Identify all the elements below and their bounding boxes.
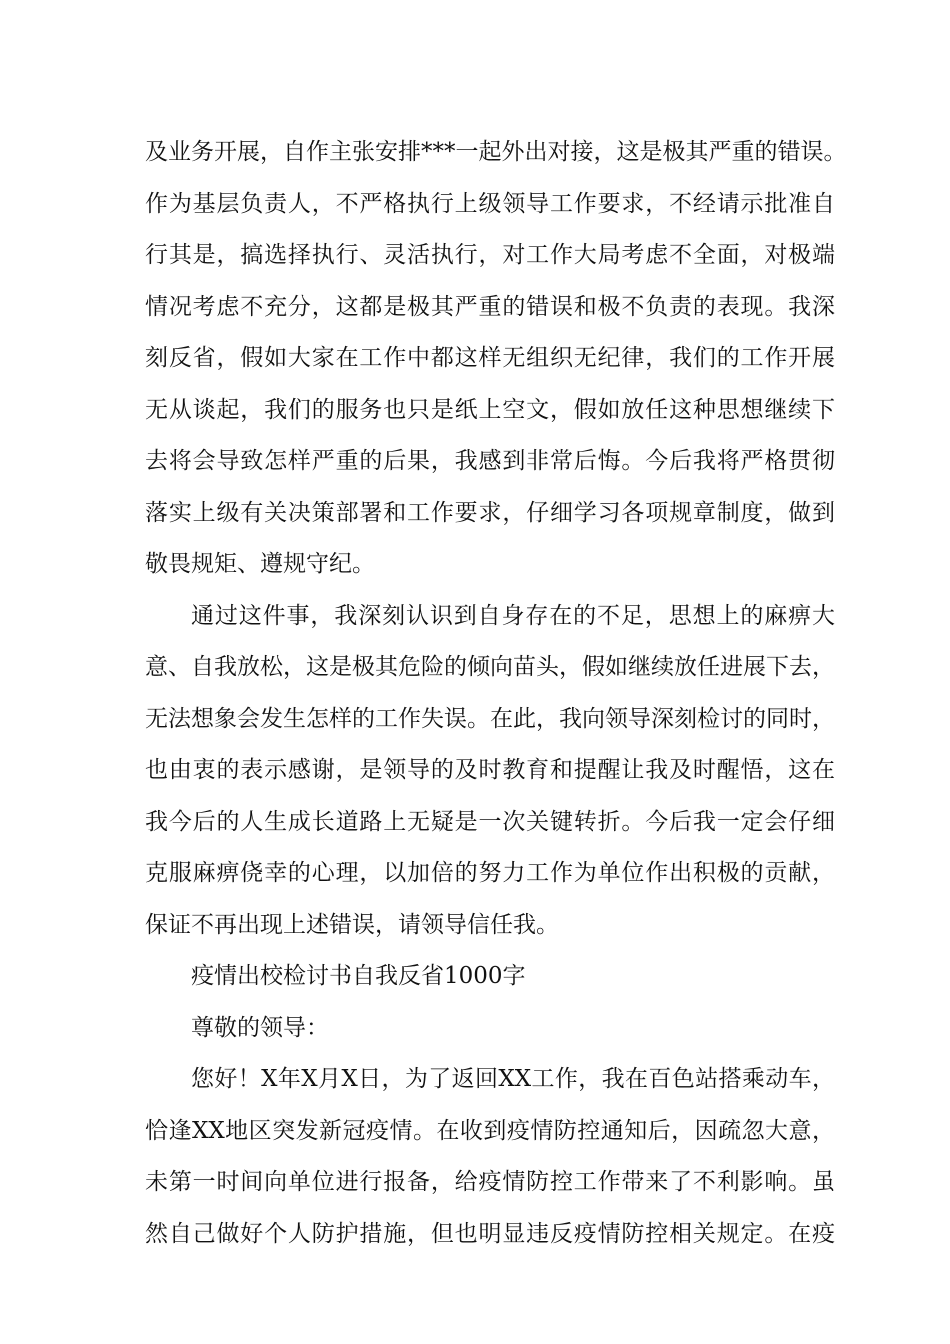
salutation-line: 尊敬的领导： bbox=[191, 1014, 329, 1041]
text-line: 行其是，搞选择执行、灵活执行，对工作大局考虑不全面，对极端 bbox=[145, 242, 835, 268]
text-line: 克服麻痹侥幸的心理，以加倍的努力工作为单位作出积极的贡献， bbox=[145, 860, 835, 886]
paragraph-1 bbox=[145, 127, 847, 591]
text-line: 未第一时间向单位进行报备，给疫情防控工作带来了不利影响。虽 bbox=[145, 1169, 835, 1195]
text-line: 敬畏规矩、遵规守纪。 bbox=[145, 551, 375, 577]
document-body bbox=[145, 127, 847, 1260]
text-line: 恰逢XX地区突发新冠疫情。在收到疫情防控通知后，因疏忽大意， bbox=[145, 1117, 835, 1144]
text-line: 及业务开展，自作主张安排***一起外出对接，这是极其严重的错误。 bbox=[145, 139, 847, 165]
text-line: 您好！X年X月X日，为了返回XX工作，我在百色站搭乘动车， bbox=[191, 1066, 835, 1092]
text-line: 落实上级有关决策部署和工作要求，仔细学习各项规章制度，做到 bbox=[145, 499, 835, 526]
section-heading bbox=[145, 951, 835, 1003]
text-line: 无从谈起，我们的服务也只是纸上空文，假如放任这种思想继续下 bbox=[145, 396, 835, 423]
text-line: 也由衷的表示感谢，是领导的及时教育和提醒让我及时醒悟，这在 bbox=[145, 757, 835, 783]
text-line: 无法想象会发生怎样的工作失误。在此，我向领导深刻检讨的同时， bbox=[145, 705, 835, 732]
heading-line: 疫情出校检讨书自我反省1000字 bbox=[191, 963, 526, 989]
text-line: 我今后的人生成长道路上无疑是一次关键转折。今后我一定会仔细 bbox=[145, 808, 835, 835]
text-line: 通过这件事，我深刻认识到自身存在的不足，思想上的麻痹大 bbox=[191, 602, 835, 629]
text-line: 去将会导致怎样严重的后果，我感到非常后悔。今后我将严格贯彻 bbox=[145, 448, 835, 474]
text-line: 作为基层负责人，不严格执行上级领导工作要求，不经请示批准自 bbox=[145, 190, 835, 217]
text-line: 保证不再出现上述错误，请领导信任我。 bbox=[145, 911, 559, 938]
text-line: 刻反省，假如大家在工作中都这样无组织无纪律，我们的工作开展 bbox=[145, 345, 835, 371]
salutation bbox=[145, 1003, 835, 1055]
text-line: 意、自我放松，这是极其危险的倾向苗头，假如继续放任进展下去， bbox=[145, 654, 835, 680]
text-line: 然自己做好个人防护措施，但也明显违反疫情防控相关规定。在疫 bbox=[145, 1220, 835, 1247]
text-line: 情况考虑不充分，这都是极其严重的错误和极不负责的表现。我深 bbox=[145, 293, 835, 320]
paragraph-3 bbox=[145, 1054, 835, 1260]
paragraph-2 bbox=[145, 591, 835, 952]
